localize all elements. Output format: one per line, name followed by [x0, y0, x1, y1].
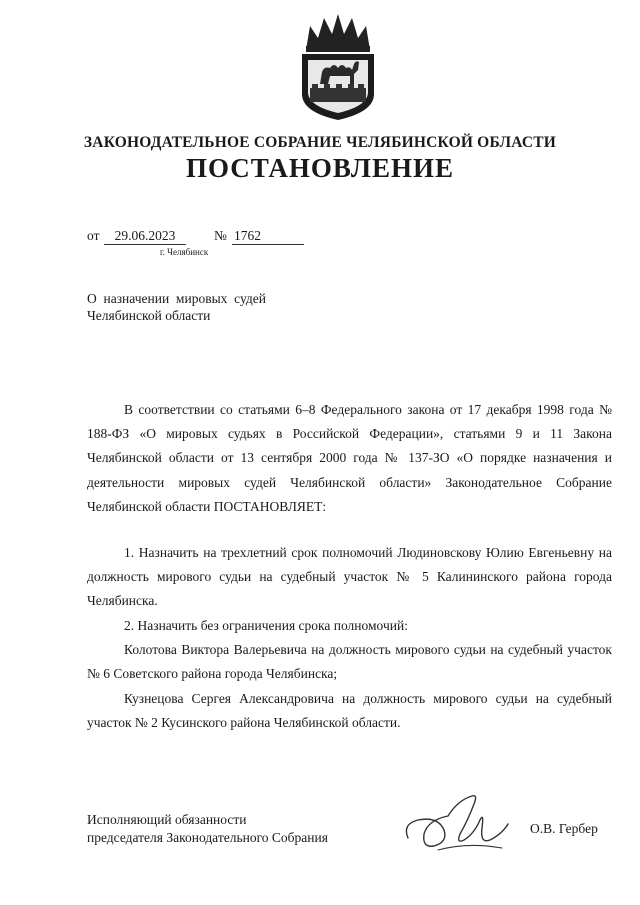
- position-line-1: Исполняющий обязанности: [87, 812, 247, 827]
- position-line-2: председателя Законодательного Собрания: [87, 830, 328, 845]
- item-2a-paragraph: Колотова Виктора Валерьевича на должность мирового судьи на судебный участок № 6 Советского района города Челябинска;: [87, 642, 612, 682]
- item-1-paragraph: 1. Назначить на трехлетний срок полномочий Людиновскову Юлию Евгеньевну на должность мирового судьи на судебный участок № 5 Калининского района города Челябинска.: [87, 545, 612, 609]
- document-type-title: ПОСТАНОВЛЕНИЕ: [185, 153, 455, 183]
- document-date: 29.06.2023: [104, 228, 186, 245]
- item-2-paragraph: 2. Назначить без ограничения срока полномочий:: [124, 618, 408, 633]
- item-2b-paragraph: Кузнецова Сергея Александровича на должность мирового судьи на судебный участок № 2 Кусинского района Челябинской области.: [87, 691, 612, 731]
- organization-title: ЗАКОНОДАТЕЛЬНОЕ СОБРАНИЕ ЧЕЛЯБИНСКОЙ ОБЛАСТИ: [83, 134, 557, 151]
- signatory-position: [87, 811, 328, 847]
- handwritten-signature-icon: [398, 790, 518, 860]
- city-label: г. Челябинск: [160, 247, 209, 257]
- date-prefix: от: [87, 228, 100, 243]
- subject-line-1: О назначении мировых судей: [87, 291, 266, 306]
- subject-line-2: Челябинской области: [87, 308, 211, 323]
- signatory-name: О.В. Гербер: [530, 821, 598, 836]
- coat-of-arms-icon: [296, 12, 380, 122]
- document-number: 1762: [232, 228, 304, 245]
- document-subject: [87, 290, 347, 324]
- preamble-paragraph: В соответствии со статьями 6–8 Федерального закона от 17 декабря 1998 года № 188-ФЗ «О мировых судьях в Российской Федерации», статьями 9 и 11 Закона Челябинской области от 13 сентября 2000 года № 137-ЗО «О порядке назначения и деятельности мировых судей Челябинской области» Законодательное Собрание Челябинской области ПОСТАНОВЛЯЕТ:: [87, 402, 612, 514]
- number-prefix: №: [214, 228, 227, 243]
